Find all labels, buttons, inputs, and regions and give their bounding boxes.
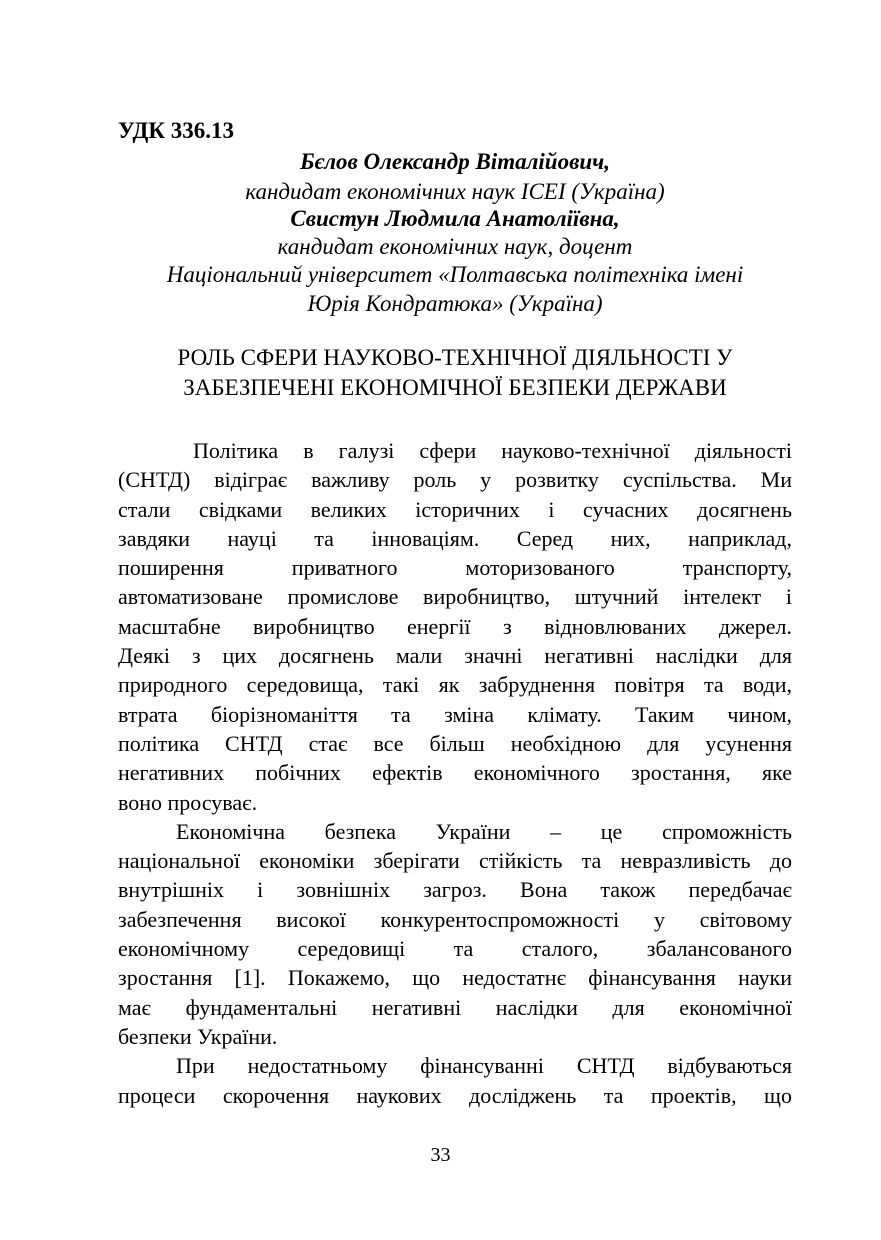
text-line: (СНТД) відіграє важливу роль у розвитку суспільства. Ми [118,467,792,493]
paragraph [118,1051,792,1110]
text-line: стали свідками великих історичних і сучасних досягнень [118,496,792,522]
text-line: Економічна безпека України – це спроможність [176,818,792,844]
text-line: поширення приватного моторизованого транспорту, [118,555,792,581]
text-line: При недостатньому фінансуванні СНТД відбуваються [176,1053,792,1079]
text-line: має фундаментальні негативні наслідки для економічної [118,994,792,1020]
udk-code: УДК 336.13 [118,118,235,143]
author2-name: Свистун Людмила Анатоліївна, [290,206,620,231]
author1-name: Бєлов Олександр Віталійович, [300,149,610,174]
paragraph [118,436,792,817]
text-line: зростання [1]. Покажемо, що недостатнє фінансування науки [118,965,792,991]
text-line: завдяки науці та інноваціям. Серед них, наприклад, [118,525,792,551]
text-line: втрата біорізноманіття та зміна клімату. Таким чином, [118,701,792,727]
text-line: безпеки України. [118,1023,278,1049]
affiliation-line: Національний університет «Полтавська політехніка імені [166,262,744,287]
paragraph [118,817,792,1051]
text-line: внутрішніх і зовнішніх загроз. Вона також передбачає [118,877,792,903]
text-line: Політика в галузі сфери науково-технічної діяльності [193,438,792,463]
article-title-line: РОЛЬ СФЕРИ НАУКОВО-ТЕХНІЧНОЇ ДІЯЛЬНОСТІ У [177,345,733,370]
author2-info: кандидат економічних наук, доцент [277,234,633,259]
author1-info: кандидат економічних наук ICEI (Україна) [245,179,665,204]
text-line: Деякі з цих досягнень мали значні негативні наслідки для [118,643,792,669]
text-line: автоматизоване промислове виробництво, штучний інтелект і [118,584,792,610]
page-number: 33 [430,1144,451,1166]
text-line: воно просуває. [118,789,258,815]
text-line: масштабне виробництво енергії з відновлюваних джерел. [118,613,792,639]
article-body [118,436,792,1110]
text-line: забезпечення високої конкурентоспроможності у світовому [118,906,792,932]
text-line: процеси скорочення наукових досліджень та проектів, що [118,1082,792,1108]
affiliation-line: Юрія Кондратюка» (Україна) [307,291,603,316]
text-line: природного середовища, такі як забруднення повітря та води, [118,672,792,698]
text-line: економічному середовищі та сталого, збалансованого [118,936,792,962]
article-title-line: ЗАБЕЗПЕЧЕНІ ЕКОНОМІЧНОЇ БЕЗПЕКИ ДЕРЖАВИ [183,375,727,400]
text-line: національної економіки зберігати стійкість та невразливість до [118,848,792,874]
text-line: негативних побічних ефектів економічного зростання, яке [118,760,792,786]
text-line: політика СНТД стає все більш необхідною для усунення [118,730,792,756]
